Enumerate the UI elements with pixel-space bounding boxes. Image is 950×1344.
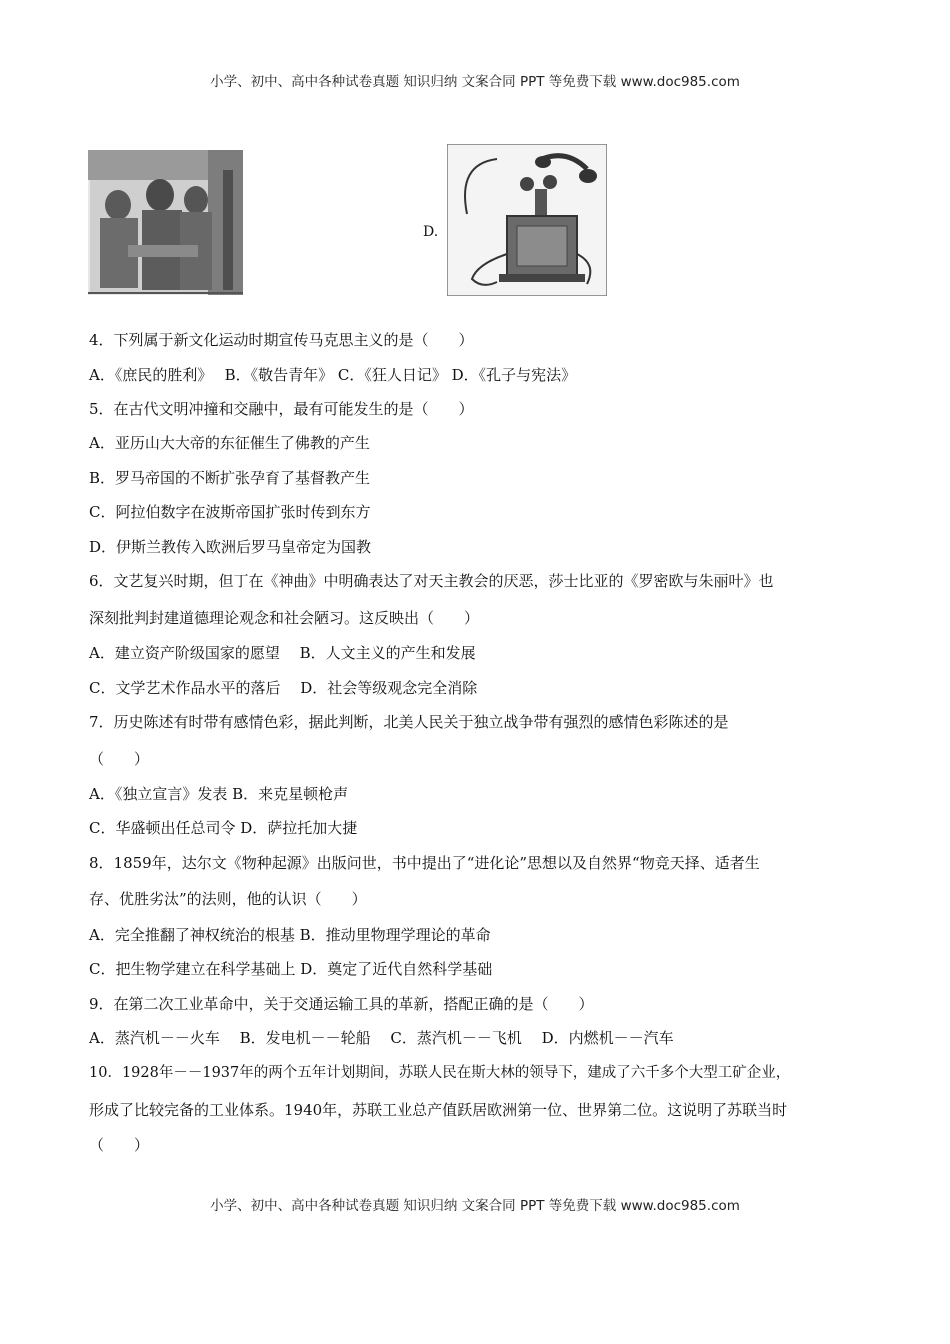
question-7-options-cd: C．华盛顿出任总司令 D．萨拉托加大捷	[89, 819, 358, 837]
page-header: 小学、初中、高中各种试卷真题 知识归纳 文案合同 PPT 等免费下载 www.doc985.com	[210, 74, 740, 90]
question-6-options-ab: A．建立资产阶级国家的愿望 B．人文主义的产生和发展	[89, 644, 476, 662]
question-9-options: A．蒸汽机－－火车 B．发电机－－轮船 C．蒸汽机－－飞机 D．内燃机－－汽车	[89, 1029, 674, 1047]
question-6-stem-line-2: 深刻批判封建道德理论观念和社会陋习。这反映出（ ）	[89, 609, 480, 627]
question-9-stem: 9．在第二次工业革命中，关于交通运输工具的革新，搭配正确的是（ ）	[89, 995, 594, 1013]
question-10-stem-line-1: 10．1928年－－1937年的两个五年计划期间，苏联人民在斯大林的领导下，建成了六千多个大型工矿企业，	[89, 1065, 791, 1081]
question-4-options: A．《庶民的胜利》 B．《敬告青年》 C．《狂人日记》 D．《孔子与宪法》	[89, 366, 577, 384]
question-5-option-a: A．亚历山大大帝的东征催生了佛教的产生	[89, 434, 370, 452]
question-8-options-ab: A．完全推翻了神权统治的根基 B．推动里物理学理论的革命	[89, 926, 491, 944]
question-7-options-ab: A．《独立宣言》发表 B．来克星顿枪声	[89, 785, 349, 803]
question-8-stem-line-2: 存、优胜劣汰”的法则，他的认识（ ）	[89, 890, 367, 908]
question-5-option-b: B．罗马帝国的不断扩张孕育了基督教产生	[89, 469, 371, 487]
question-6-options-cd: C．文学艺术作品水平的落后 D．社会等级观念完全消除	[89, 679, 478, 697]
question-4-stem: 4．下列属于新文化运动时期宣传马克思主义的是（ ）	[89, 331, 474, 349]
question-10-stem-line-3: （ ）	[89, 1136, 150, 1154]
question-8-options-cd: C．把生物学建立在科学基础上 D．奠定了近代自然科学基础	[89, 960, 493, 978]
question-6-stem-line-1: 6．文艺复兴时期，但丁在《神曲》中明确表达了对天主教会的厌恶，莎士比亚的《罗密欧与朱丽叶》也	[89, 572, 774, 590]
question-5-option-c: C．阿拉伯数字在波斯帝国扩张时传到东方	[89, 503, 371, 521]
question-10-stem-line-2: 形成了比较完备的工业体系。1940年，苏联工业总产值跃居欧洲第一位、世界第二位。这说明了苏联当时	[89, 1101, 788, 1119]
question-5-stem: 5．在古代文明冲撞和交融中，最有可能发生的是（ ）	[89, 400, 474, 418]
telephone-illustration	[447, 144, 607, 296]
question-7-stem-line-1: 7．历史陈述有时带有感情色彩，据此判断，北美人民关于独立战争带有强烈的感情色彩陈述的是	[89, 713, 729, 731]
historical-photo-image	[88, 150, 243, 295]
page-footer: 小学、初中、高中各种试卷真题 知识归纳 文案合同 PPT 等免费下载 www.doc985.com	[210, 1198, 740, 1214]
telephone-image	[447, 144, 607, 296]
question-8-stem-line-1: 8．1859年，达尔文《物种起源》出版问世，书中提出了“进化论”思想以及自然界“物竞天择、适者生	[89, 854, 760, 872]
question-7-stem-line-2: （ ）	[89, 750, 150, 768]
option-d-label: D.	[423, 224, 439, 240]
photo-illustration	[88, 150, 243, 295]
question-5-option-d: D．伊斯兰教传入欧洲后罗马皇帝定为国教	[89, 538, 372, 556]
